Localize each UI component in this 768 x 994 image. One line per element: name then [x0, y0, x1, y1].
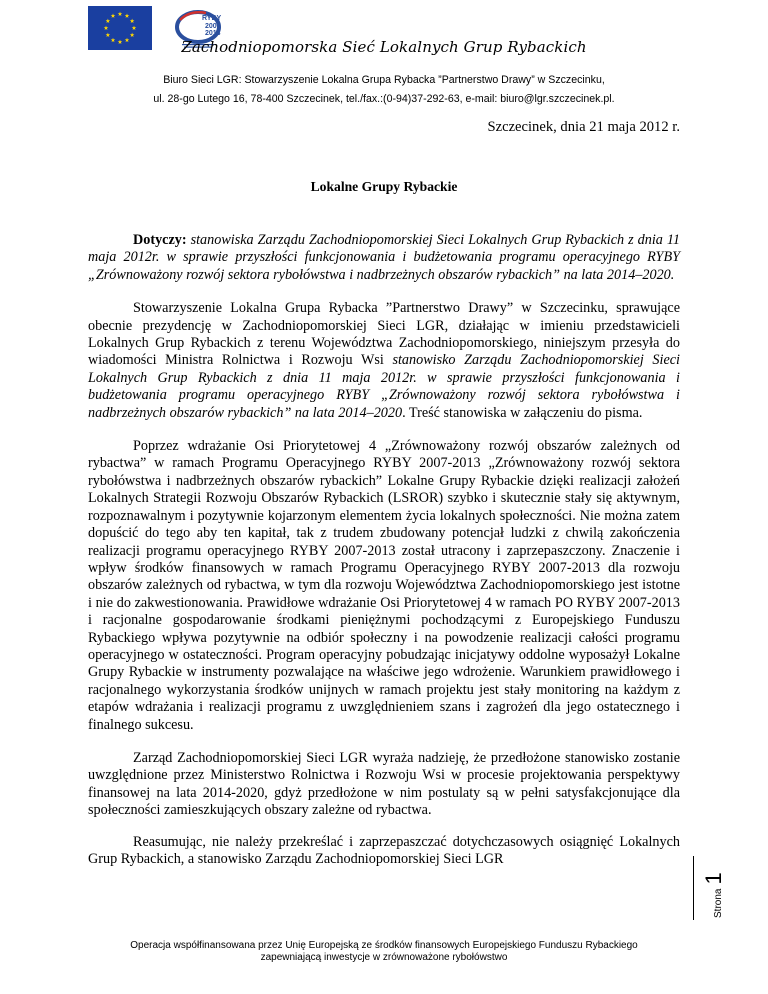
recipient-heading: Lokalne Grupy Rybackie: [310, 179, 458, 194]
paragraph-4: Reasumując, nie należy przekreślać i zaprzepaszczać dotychczasowych osiągnięć Lokalnych Grup Rybackich, a stanowisko Zarządu Zachodniopomorskiej Sieci LGR: [88, 833, 680, 867]
paragraph-1-after: . Treść stanowiska w załączeniu do pisma.: [402, 404, 643, 421]
ryby-logo-year-start: 2007: [205, 23, 221, 30]
footer-line-2: zapewniającą inwestycje w zrównoważone rybołówstwo: [260, 952, 508, 963]
footer-line-1: Operacja współfinansowana przez Unię Europejską ze środków finansowych Europejskiego Funduszu Rybackiego: [130, 940, 638, 951]
office-line-1: Biuro Sieci LGR: Stowarzyszenie Lokalna Grupa Rybacka ”Partnerstwo Drawy” w Szczecinku,: [163, 74, 605, 86]
page-number: 1: [701, 872, 727, 885]
paragraph-1: [88, 300, 680, 422]
subject-label: Dotyczy:: [133, 232, 187, 248]
date-line: Szczecinek, dnia 21 maja 2012 r.: [487, 119, 680, 135]
paragraph-3: Zarząd Zachodniopomorskiej Sieci LGR wyraża nadzieję, że przedłożone stanowisko zostanie uwzględnione przez Ministerstwo Rolnictwa i Rozwoju Wsi w procesie projektowania perspektywy finansowej na lata 2014-2020, gdyż przedłożone w nim postulaty są w pełni satysfakcjonujące dla społeczności zamieszkujących obszary zależne od rybactwa.: [88, 749, 680, 819]
letter-body: [88, 232, 680, 882]
office-line-2: ul. 28-go Lutego 16, 78-400 Szczecinek, tel./fax.:(0-94)37-292-63, e-mail: biuro@lgr.szczecinek.pl.: [153, 93, 615, 105]
subject-paragraph: [88, 232, 680, 284]
paragraph-1-emphasis: stanowisko Zarządu Zachodniopomorskiej Sieci Lokalnych Grup Rybackich z dnia 11 maja 2012r. w sprawie przyszłości funkcjonowania i budżetowania programu operacyjnego RYBY „Zrównoważony rozwój sektora rybołówstwa i nadbrzeżnych obszarów rybackich” na lata 2014–2020: [88, 352, 680, 421]
page-marker-label: Strona: [713, 888, 724, 918]
office-info: [60, 71, 708, 109]
subject-text: stanowiska Zarządu Zachodniopomorskiej Sieci Lokalnych Grup Rybackich z dnia 11 maja 2012r. w sprawie przyszłości funkcjonowania i budżetowania programu operacyjnego RYBY „Zrównoważony rozwój sektora rybołówstwa i nadbrzeżnych obszarów rybackich” na lata 2014–2020.: [88, 232, 680, 283]
ryby-logo-year-end: 2013: [205, 30, 221, 37]
paragraph-2: Poprzez wdrażanie Osi Priorytetowej 4 „Zrównoważony rozwój obszarów zależnych od rybactwa” w ramach Programu Operacyjnego RYBY 2007-2013 „Zrównoważony rozwój sektora rybołówstwa i nadbrzeżnych obszarów rybackich” Lokalne Grupy Rybackie dzięki realizacji założeń Lokalnych Strategii Rozwoju Obszarów Rybackich (LSROR) szybko i skutecznie stały się aktywnym, rozpoznawalnym i pozytywnie kojarzonym elementem życia lokalnych społeczności. Nie można zatem dopuścić do tego aby ten kapitał, tak z trudem zbudowany potencjał ludzki z chwilą zakończenia realizacji programu operacyjnego RYBY 2007-2013 został utracony i zaprzepaszczony. Znaczenie i wpływ środków finansowych w ramach Programu Operacyjnego RYBY 2007-2013 dla rozwoju obszarów zależnych od rybactwa, w tym dla rozwoju Województwa Zachodniopomorskiego jest istotne i nie do zakwestionowania. Prawidłowe wdrażanie Osi Priorytetowej 4 w ramach PO RYBY 2007-2013 i racjonalne gospodarowanie środkami pieniężnymi pochodzącymi z Europejskiego Funduszu Rybackiego wpływa pozytywnie na odbiór społeczny i na powodzenie realizacji całości programu operacyjnego w ostateczności. Program operacyjny pobudzając inicjatywy oddolne wyposażył Lokalne Grupy Rybackie w instrumenty pozwalające na właściwe jego wdrożenie. Warunkiem prawidłowego i racjonalnego wykorzystania środków unijnych w ramach projektu jest stały monitoring na każdym z etapów wdrażania i realizacji programu z uwzględnieniem szans i zagrożeń dla jego ostatecznego i finalnego sukcesu.: [88, 438, 680, 733]
page-marker: [692, 858, 727, 918]
ryby-logo-text: RYBY: [202, 15, 222, 22]
letterhead-title: Zachodniopomorska Sieć Lokalnych Grup Rybackich: [181, 38, 587, 56]
footer: [60, 940, 708, 964]
paragraph-1-before: Stowarzyszenie Lokalna Grupa Rybacka ”Partnerstwo Drawy” w Szczecinku, sprawujące obecnie prezydencję w Zachodniopomorskiej Sieci LGR, działając w imieniu przedstawicieli Lokalnych Grup Rybackich z terenu Województwa Zachodniopomorskiego, niniejszym przesyła do wiadomości Ministra Rolnictwa i Rozwoju Wsi: [88, 300, 680, 369]
